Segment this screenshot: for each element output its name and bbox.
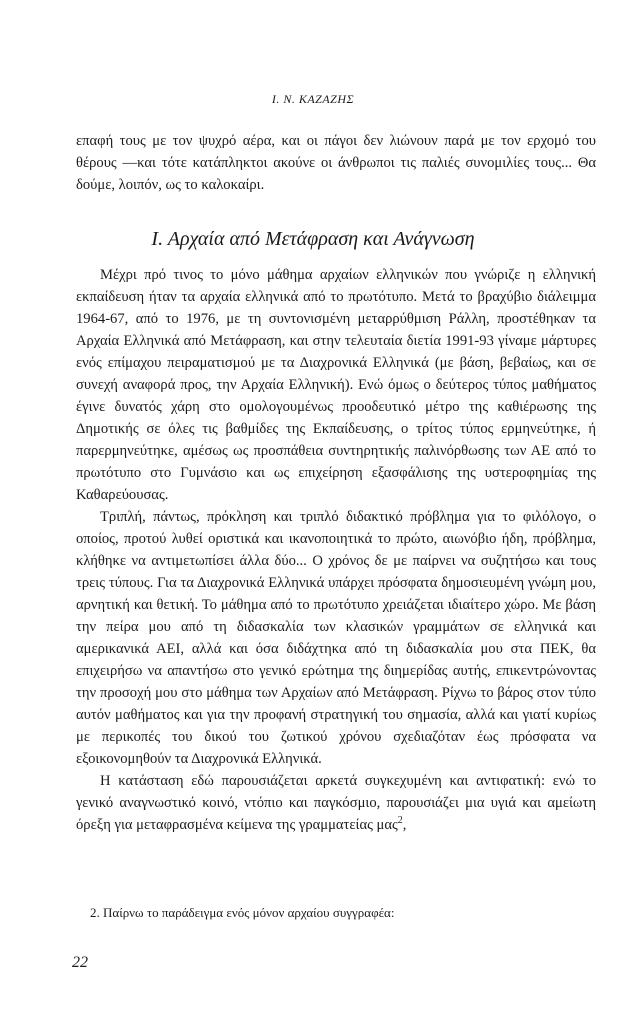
- body-paragraph-3-text: Η κατάσταση εδώ παρουσιάζεται αρκετά συγκεχυμένη και αντιφατική: ενώ το γενικό αναγνωστικό κοινό, ντόπιο και παγκόσμιο, παρουσιάζει μια υγιά και αμείωτη όρεξη για μεταφρασμένα κείμενα της γραμματείας μας: [76, 773, 596, 833]
- body-paragraph-3: Η κατάσταση εδώ παρουσιάζεται αρκετά συγκεχυμένη και αντιφατική: ενώ το γενικό αναγνωστικό κοινό, ντόπιο και παγκόσμιο, παρουσιάζει μια υγιά και αμείωτη όρεξη για μεταφρασμένα κείμενα της γραμματείας μας$^2$,: [76, 773, 596, 833]
- intro-text: [76, 130, 596, 196]
- footnote: 2. Παίρνω το παράδειγμα ενός μόνον αρχαίου συγγραφέα:: [90, 905, 395, 920]
- intro-paragraph: επαφή τους με τον ψυχρό αέρα, και οι πάγοι δεν λιώνουν παρά με τον ερχομό του θέρους —και τότε κατάπληκτοι ακούνε οι άνθρωποι τις παλιές συνομιλίες τους... Θα δούμε, λοιπόν, ως το καλοκαίρι.: [76, 133, 596, 193]
- body-paragraph-1: Μέχρι πρό τινος το μόνο μάθημα αρχαίων ελληνικών που γνώριζε η ελληνική εκπαίδευση ήταν τα αρχαία ελληνικά από το πρωτότυπο. Μετά το βραχύβιο διάλειμμα 1964-67, από το 1976, με τη συντονισμένη μεταρρύθμιση Ράλλη, προστέθηκαν τα Αρχαία Ελληνικά από Μετάφραση, και στην τελευταία διετία 1991-93 γίναμε μάρτυρες ενός επίμαχου πειραματισμού με τα Διαχρονικά Ελληνικά (με βάση, βεβαίως, και σε συνεχή αναφορά προς, την Αρχαία Ελληνική). Ενώ όμως ο δεύτερος τύπος μαθήματος έγινε δυνατός χάρη στο ομολογουμένως προοδευτικό μέτρο της καθιέρωσης της Δημοτικής σε όλες τις βαθμίδες της Εκπαίδευσης, ο τρίτος τύπος ερμηνεύτηκε, ή παρερμηνεύτηκε, αμέσως ως προσπάθεια συντηρητικής παλινόρθωσης των ΑΕ από το πρωτότυπο στο Γυμνάσιο και ως επιχείρηση εξασφάλισης της υστεροφημίας της Καθαρεύουσας.: [76, 267, 596, 503]
- section-body: [76, 264, 596, 836]
- section-heading: Ι. Αρχαία από Μετάφραση και Ανάγνωση: [151, 228, 475, 250]
- footnote-reference[interactable]: 2: [397, 815, 403, 827]
- page-number: 22: [72, 954, 88, 971]
- body-paragraph-2: Τριπλή, πάντως, πρόκληση και τριπλό διδακτικό πρόβλημα για το φιλόλογο, ο οποίος, προτού λυθεί οριστικά και ικανοποιητικά το πρώτο, αιωνόβιο ήδη, πρόβλημα, κλήθηκε να αντιμετωπίσει άλλα δύο... Ο χρόνος δε με παίρνει να συζητήσω και τους τρεις τύπους. Για τα Διαχρονικά Ελληνικά υπάρχει πρόσφατα δημοσιευμένη γνώμη μου, αρνητική και θετική. Το μάθημα από το πρωτότυπο χρειάζεται ιδιαίτερο χώρο. Με βάση την πείρα μου από τη διδασκαλία των κλασικών γραμμάτων σε ελληνικά και αμερικανικά ΑΕΙ, αλλά και όσα διδάχτηκα από τη διδασκαλία μου στα ΠΕΚ, θα επιχειρήσω να απαντήσω στο γενικό ερώτημα της διημερίδας αυτής, επικεντρώνοντας την προσοχή μου στο μάθημα των Αρχαίων από Μετάφραση. Ρίχνω το βάρος στον τύπο αυτόν μαθήματος και για την προφανή στρατηγική του σημασία, αλλά και γιατί κυρίως με περικοπές του δικού του ζωτικού χρόνου σχεδιαζόταν έως πρόσφατα να εξοικονομηθούν τα Διαχρονικά Ελληνικά.: [76, 509, 596, 767]
- running-head: Ι. Ν. ΚΑΖΑΖΗΣ: [271, 92, 355, 106]
